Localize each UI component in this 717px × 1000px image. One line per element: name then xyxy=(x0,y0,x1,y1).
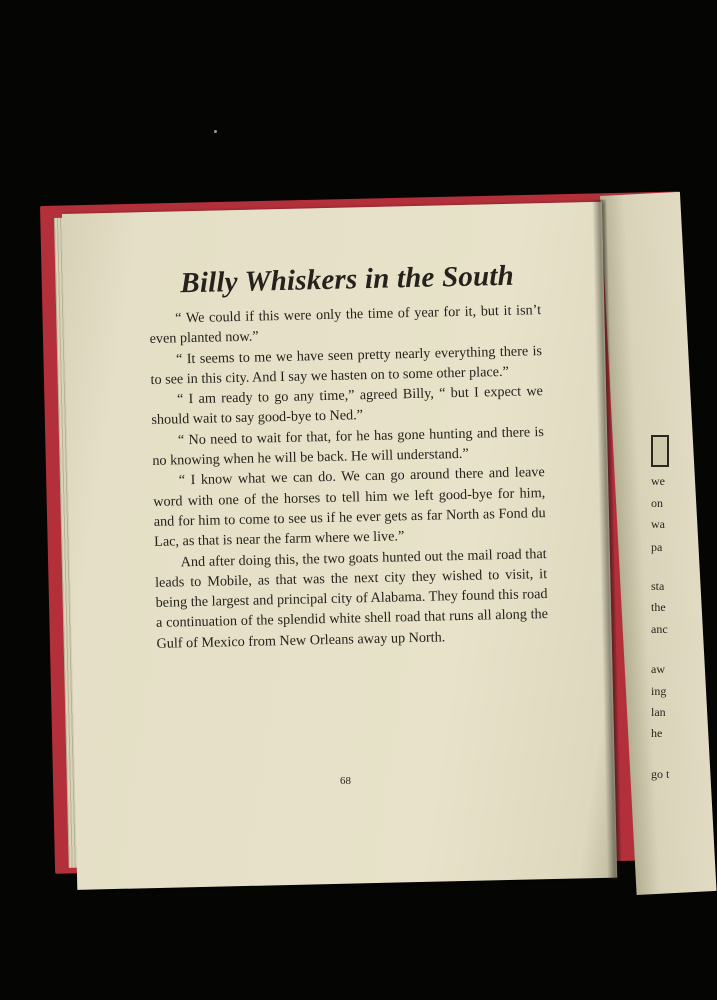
right-page-fragment: lan xyxy=(651,705,666,719)
right-page-fragment: on xyxy=(651,496,663,510)
paragraph: “ No need to wait for that, for he has gone hunting and there is no knowing when he will be back. He will understand.” xyxy=(152,423,545,470)
drop-cap-ornament xyxy=(651,435,669,467)
right-page-fragment: he xyxy=(651,726,663,740)
right-page-fragment: wa xyxy=(651,517,665,531)
right-page-fragment: we xyxy=(651,474,665,488)
paragraph: “ I am ready to go any time,” agreed Billy, “ but I expect we should wait to say good-bye to Ned.” xyxy=(151,383,544,429)
dust-speck xyxy=(214,130,217,133)
right-page-fragment: aw xyxy=(651,662,665,676)
right-page-fragment: pa xyxy=(651,540,663,554)
paragraph: “ I know what we can do. We can go around there and leave word with one of the horses to tell him we left good-bye for him, and for him to come to see us if he ever gets as far North as Fond du Lac, as that is near the farm where we live.” xyxy=(153,464,546,551)
running-title: Billy Whiskers in the South xyxy=(179,259,515,300)
page-number: 68 xyxy=(340,775,351,787)
right-page-fragment: go t xyxy=(651,767,670,781)
paragraph: “ It seems to me we have seen pretty nearly everything there is to see in this city. And I say we hasten on to some other place.” xyxy=(150,342,543,388)
paragraph: “ We could if this were only the time of year for it, but it isn’t even planted now.” xyxy=(149,302,542,348)
right-page-fragment: the xyxy=(651,600,666,614)
right-page-fragment: sta xyxy=(651,579,665,593)
paragraph: And after doing this, the two goats hunted out the mail road that leads to Mobile, as that was the next city they wished to visit, it being the largest and principal city of Alabama. They found this road a continuation of the splendid white shell road that runs all along the Gulf of Mexico from New Orleans away up North. xyxy=(154,545,549,652)
right-page-fragment: ing xyxy=(651,684,667,698)
page-text xyxy=(148,259,549,654)
right-page-fragment: anc xyxy=(651,622,668,636)
